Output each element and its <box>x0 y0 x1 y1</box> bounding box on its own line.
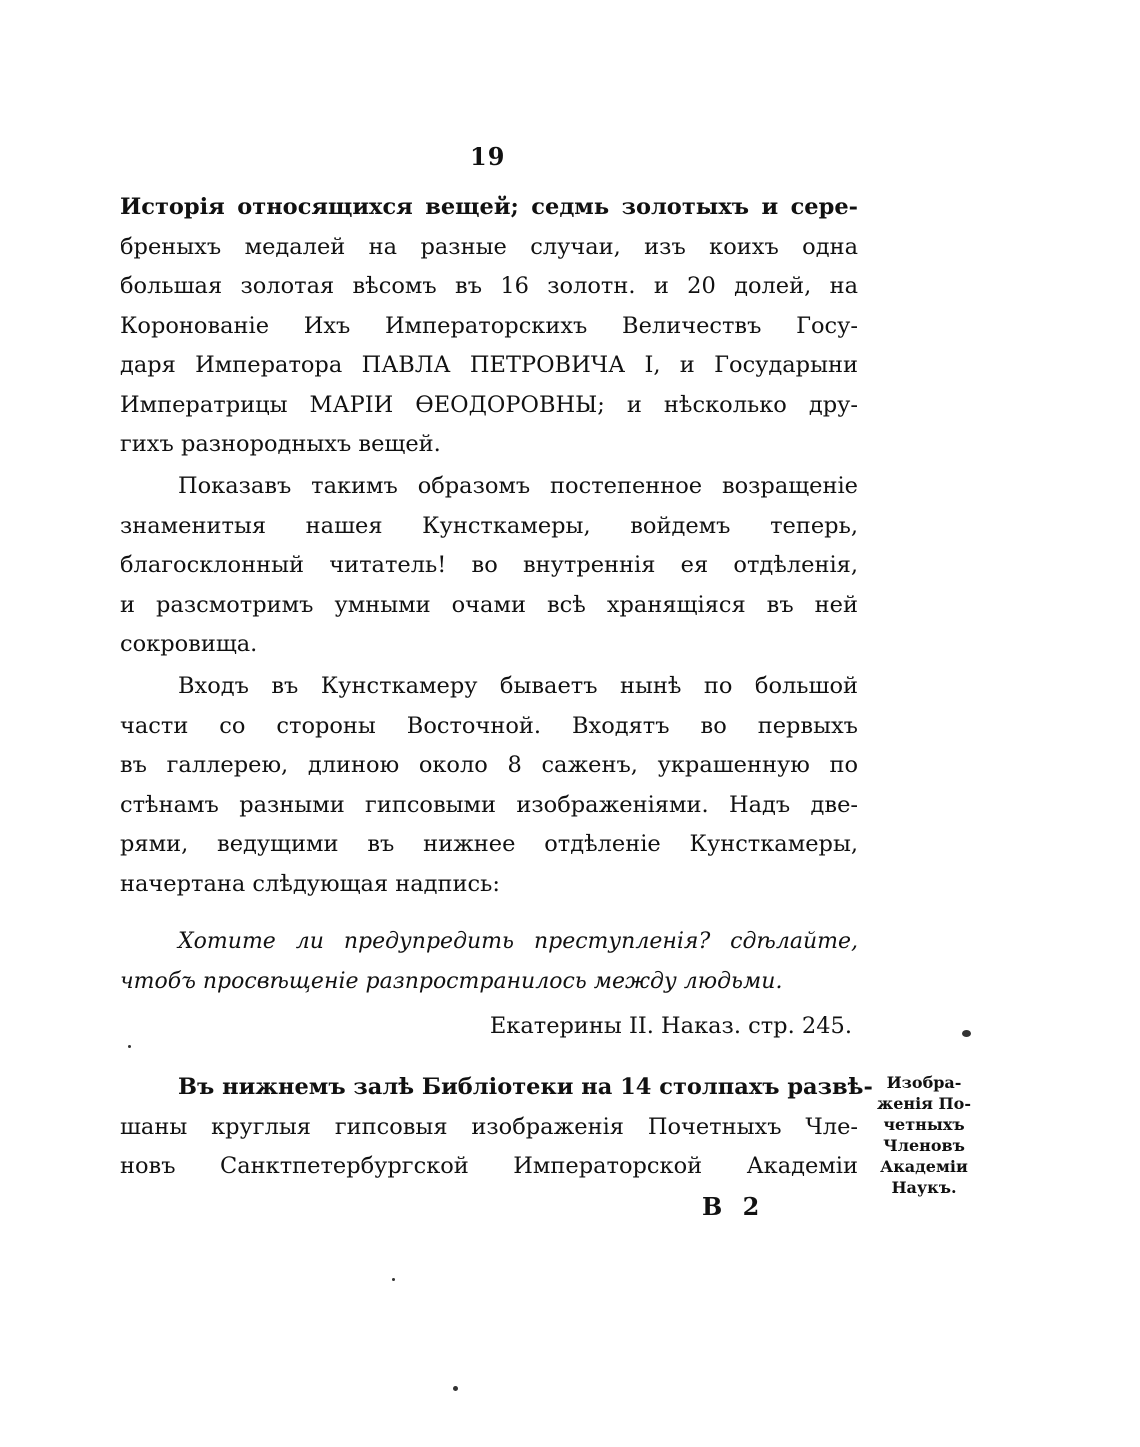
text-line: Исторія относящихся вещей; седмь золотыхъ и сере- <box>120 194 858 220</box>
margin-note <box>868 1072 980 1198</box>
scan-speck <box>453 1386 458 1391</box>
quote-line: Хотите ли предупредить преступленія? сдѣлайте, <box>178 929 858 954</box>
quote <box>120 922 858 1002</box>
margin-note-line: женія По- <box>877 1094 971 1113</box>
scan-speck <box>392 1278 395 1281</box>
text-line: большая золотая вѣсомъ въ 16 золотн. и 20 долей, на <box>120 273 858 299</box>
paragraph-4 <box>120 1068 873 1187</box>
paragraph-2 <box>120 467 858 665</box>
text-line: стѣнамъ разными гипсовыми изображеніями. Надъ две- <box>120 791 858 818</box>
text-line: и разсмотримъ умными очами всѣ хранящіяся въ ней <box>120 591 858 618</box>
text-line: шаны круглыя гипсовыя изображенія Почетныхъ Чле- <box>120 1113 858 1140</box>
margin-note-line: четныхъ <box>883 1115 965 1134</box>
text-line: начертана слѣдующая надпись: <box>120 870 500 897</box>
text-line: Въ нижнемъ залѣ Библіотеки на 14 столпахъ развѣ- <box>178 1074 873 1100</box>
text-line: бреныхъ медалей на разные случаи, изъ коихъ одна <box>120 233 858 260</box>
text-line: благосклонный читатель! во внутреннія ея отдѣленія, <box>120 552 858 578</box>
text-line: даря Императора ПАВЛА ПЕТРОВИЧА I, и Государыни <box>120 352 858 378</box>
text-line: гихъ разнородныхъ вещей. <box>120 431 441 457</box>
scan-speck <box>128 1045 131 1048</box>
margin-note-line: Академіи <box>880 1157 968 1176</box>
text-line: Входъ въ Кунсткамеру бываетъ нынѣ по большой <box>178 673 858 699</box>
quote-citation: Екатерины II. Наказ. стр. 245. <box>489 1013 852 1039</box>
page-number: 19 <box>470 142 506 171</box>
signature-mark: В 2 <box>702 1192 766 1221</box>
text-line: въ галлерею, длиною около 8 саженъ, украшенную по <box>120 752 858 778</box>
margin-note-line: Наукъ. <box>891 1178 957 1197</box>
paragraph-1 <box>120 188 858 465</box>
quote-line: чтобъ просвѣщеніе разпространилось между людьми. <box>120 969 783 994</box>
margin-note-line: Изобра- <box>886 1073 962 1092</box>
text-line: сокровища. <box>120 631 258 657</box>
text-line: рями, ведущими въ нижнее отдѣленіе Кунсткамеры, <box>120 831 858 857</box>
text-line: Коронованіе Ихъ Императорскихъ Величествъ Госу- <box>120 312 858 339</box>
text-line: Показавъ такимъ образомъ постепенное возращеніе <box>178 473 858 499</box>
text-line: новъ Санктпетербургской Императорской Академіи <box>120 1153 858 1179</box>
paragraph-3 <box>120 667 858 904</box>
scan-speck <box>962 1030 971 1037</box>
text-line: знаменитыя нашея Кунсткамеры, войдемъ теперь, <box>120 512 858 539</box>
margin-note-line: Членовъ <box>883 1136 965 1155</box>
text-line: части со стороны Восточной. Входятъ во первыхъ <box>120 712 858 739</box>
text-line: Императрицы МАРІИ ѲЕОДОРОВНЫ; и нѣсколько дру- <box>120 391 858 418</box>
